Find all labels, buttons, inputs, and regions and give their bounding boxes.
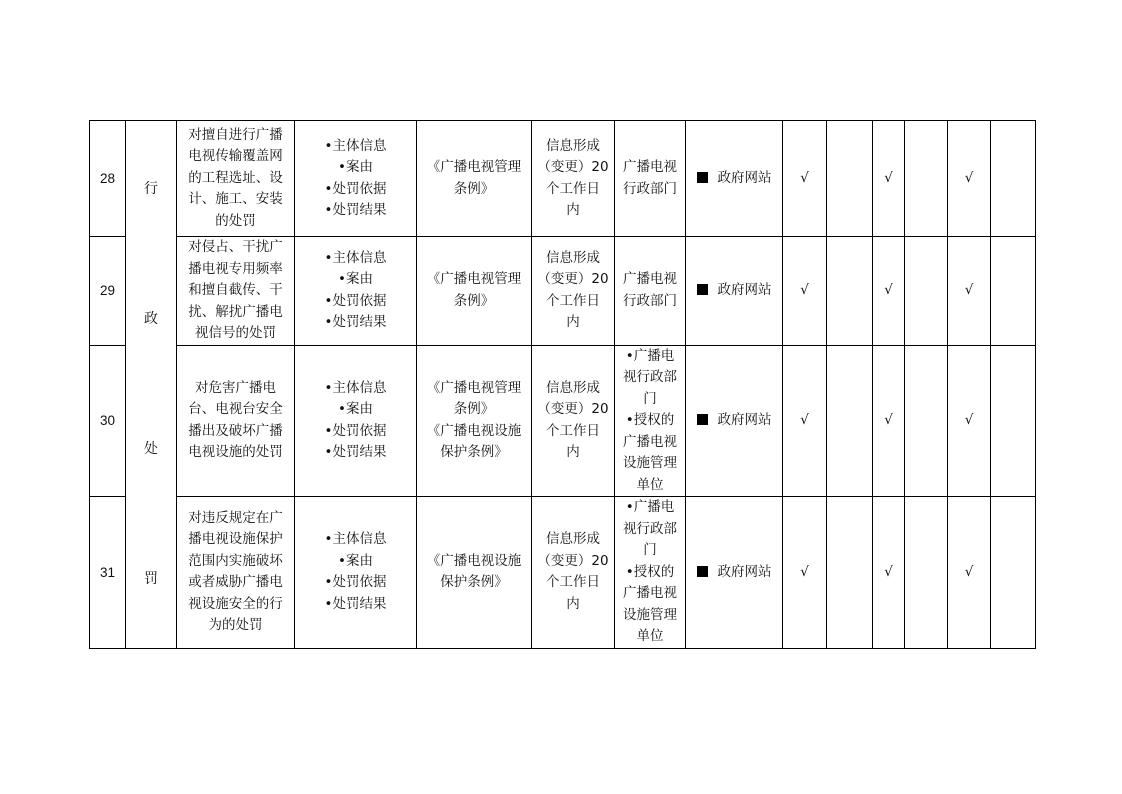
content-item: •主体信息 bbox=[324, 249, 387, 266]
table-row bbox=[90, 237, 1036, 346]
subject-cell bbox=[615, 497, 686, 649]
subject-line: 门 bbox=[643, 390, 657, 407]
check-cell: √ bbox=[783, 237, 827, 346]
time-line: 内 bbox=[566, 444, 580, 461]
subject-line: 单位 bbox=[636, 476, 664, 493]
item-name-cell bbox=[177, 345, 295, 497]
check-cell bbox=[905, 345, 948, 497]
content-item: •案由 bbox=[338, 552, 373, 569]
check-cell bbox=[991, 237, 1036, 346]
basis-line: 《广播电视管理 bbox=[426, 379, 522, 396]
check-cell bbox=[827, 497, 873, 649]
time-line: 个工作日 bbox=[546, 574, 600, 591]
item-name-line: 电视设施的处罚 bbox=[188, 444, 283, 461]
time-limit-cell bbox=[532, 497, 615, 649]
item-name-line: 的处罚 bbox=[215, 212, 256, 229]
item-name-line: 或者威胁广播电 bbox=[188, 574, 283, 591]
check-cell: √ bbox=[873, 345, 905, 497]
content-item: •主体信息 bbox=[324, 531, 387, 548]
channel-text: 政府网站 bbox=[717, 563, 772, 580]
filled-square-icon bbox=[697, 414, 708, 425]
content-item: •处罚依据 bbox=[324, 574, 387, 591]
row-number: 30 bbox=[90, 345, 126, 497]
item-name-line: 和擅自截传、干 bbox=[188, 282, 283, 298]
row-number: 31 bbox=[90, 497, 126, 649]
channel-text: 政府网站 bbox=[717, 412, 772, 428]
channel-text: 政府网站 bbox=[717, 169, 772, 186]
item-name-line: 的工程选址、设 bbox=[188, 169, 283, 186]
time-line: 内 bbox=[566, 202, 580, 218]
subject-cell bbox=[615, 237, 686, 346]
basis-line: 保护条例》 bbox=[440, 574, 508, 591]
content-cell bbox=[295, 345, 417, 497]
basis-cell bbox=[417, 237, 532, 346]
subject-line: 设施管理 bbox=[623, 455, 677, 471]
category-char: 行 bbox=[144, 180, 158, 197]
basis-cell bbox=[417, 121, 532, 237]
time-line: 个工作日 bbox=[546, 422, 600, 439]
basis-line: 条例》 bbox=[453, 180, 495, 197]
table-row bbox=[90, 121, 1036, 237]
channel-cell bbox=[686, 497, 783, 649]
content-item: •处罚依据 bbox=[324, 422, 387, 439]
subject-line: 视行政部 bbox=[623, 520, 677, 537]
time-line: 信息形成 bbox=[546, 249, 600, 266]
content-item: •处罚结果 bbox=[324, 595, 387, 612]
item-name-line: 视信号的处罚 bbox=[195, 325, 276, 341]
time-line: （变更）20 bbox=[537, 552, 609, 569]
subject-line: 视行政部 bbox=[623, 369, 677, 385]
time-limit-cell bbox=[532, 121, 615, 237]
item-name-line: 对违反规定在广 bbox=[188, 509, 283, 526]
time-line: （变更）20 bbox=[537, 401, 609, 418]
category-char: 处 bbox=[144, 440, 158, 457]
check-cell: √ bbox=[873, 237, 905, 346]
subject-line: •授权的 bbox=[625, 563, 675, 580]
basis-line: 保护条例》 bbox=[440, 444, 508, 461]
time-line: 内 bbox=[566, 314, 580, 331]
check-cell bbox=[827, 345, 873, 497]
basis-line: 条例》 bbox=[453, 292, 495, 309]
item-name-line: 扰、解扰广播电 bbox=[188, 303, 283, 320]
basis-cell bbox=[417, 345, 532, 497]
basis-line: 《广播电视设施 bbox=[426, 552, 522, 569]
channel-cell bbox=[686, 121, 783, 237]
content-item: •处罚结果 bbox=[324, 314, 387, 331]
filled-square-icon bbox=[697, 284, 708, 295]
content-item: •案由 bbox=[338, 159, 373, 175]
time-line: 个工作日 bbox=[546, 292, 600, 309]
item-name-line: 计、施工、安装 bbox=[188, 191, 283, 208]
time-line: 信息形成 bbox=[546, 137, 600, 154]
table-row bbox=[90, 497, 1036, 649]
subject-line: 单位 bbox=[636, 628, 664, 644]
check-cell: √ bbox=[783, 345, 827, 497]
filled-square-icon bbox=[697, 566, 708, 577]
check-cell: √ bbox=[948, 121, 991, 237]
channel-cell bbox=[686, 345, 783, 497]
content-item: •处罚结果 bbox=[324, 202, 387, 218]
check-cell bbox=[991, 345, 1036, 497]
content-cell bbox=[295, 237, 417, 346]
row-number: 29 bbox=[90, 237, 126, 346]
disclosure-table bbox=[89, 120, 1036, 649]
content-item: •案由 bbox=[338, 271, 373, 288]
content-item: •处罚结果 bbox=[324, 444, 387, 461]
basis-line: 《广播电视设施 bbox=[426, 422, 522, 439]
item-name-line: 播电视专用频率 bbox=[188, 260, 283, 277]
item-name-line: 对侵占、干扰广 bbox=[188, 239, 283, 255]
time-line: （变更）20 bbox=[537, 271, 609, 288]
basis-line: 条例》 bbox=[453, 401, 495, 418]
subject-line: •广播电 bbox=[625, 347, 675, 364]
category-cell bbox=[126, 121, 177, 649]
channel-cell bbox=[686, 237, 783, 346]
subject-line: 广播电视 bbox=[623, 271, 677, 288]
category-char: 政 bbox=[144, 310, 158, 327]
check-cell: √ bbox=[873, 121, 905, 237]
item-name-cell bbox=[177, 237, 295, 346]
subject-cell bbox=[615, 345, 686, 497]
subject-line: 门 bbox=[643, 542, 657, 558]
item-name-line: 范围内实施破坏 bbox=[188, 552, 283, 569]
table-row bbox=[90, 345, 1036, 497]
subject-line: 广播电视 bbox=[623, 433, 677, 450]
check-cell bbox=[991, 121, 1036, 237]
basis-cell bbox=[417, 497, 532, 649]
time-line: 信息形成 bbox=[546, 379, 600, 396]
time-line: 信息形成 bbox=[546, 531, 600, 548]
check-cell bbox=[905, 237, 948, 346]
time-line: 内 bbox=[566, 595, 580, 612]
check-cell: √ bbox=[873, 497, 905, 649]
item-name-line: 对擅自进行广播 bbox=[188, 126, 283, 143]
filled-square-icon bbox=[697, 172, 708, 183]
subject-line: 广播电视 bbox=[623, 159, 677, 175]
subject-line: 行政部门 bbox=[623, 180, 677, 197]
item-name-line: 播出及破坏广播 bbox=[188, 422, 283, 439]
content-cell bbox=[295, 121, 417, 237]
check-cell: √ bbox=[948, 237, 991, 346]
subject-line: •广播电 bbox=[625, 499, 675, 515]
item-name-line: 为的处罚 bbox=[208, 617, 263, 634]
item-name-line: 对危害广播电 bbox=[195, 379, 276, 396]
time-limit-cell bbox=[532, 237, 615, 346]
subject-cell bbox=[615, 121, 686, 237]
check-cell: √ bbox=[948, 345, 991, 497]
category-char: 罚 bbox=[144, 570, 158, 587]
time-limit-cell bbox=[532, 345, 615, 497]
channel-text: 政府网站 bbox=[717, 282, 772, 298]
check-cell bbox=[991, 497, 1036, 649]
content-item: •案由 bbox=[338, 401, 373, 418]
check-cell: √ bbox=[783, 121, 827, 237]
item-name-line: 电视传输覆盖网 bbox=[188, 148, 283, 165]
item-name-cell bbox=[177, 121, 295, 237]
content-cell bbox=[295, 497, 417, 649]
subject-line: 设施管理 bbox=[623, 606, 677, 623]
item-name-line: 视设施安全的行 bbox=[188, 595, 283, 612]
check-cell bbox=[827, 237, 873, 346]
basis-line: 《广播电视管理 bbox=[426, 159, 522, 175]
check-cell bbox=[905, 497, 948, 649]
subject-line: •授权的 bbox=[625, 412, 675, 428]
item-name-cell bbox=[177, 497, 295, 649]
time-line: 个工作日 bbox=[546, 180, 600, 197]
time-line: （变更）20 bbox=[537, 159, 609, 175]
item-name-line: 播电视设施保护 bbox=[188, 531, 283, 548]
basis-line: 《广播电视管理 bbox=[426, 271, 522, 288]
subject-line: 行政部门 bbox=[623, 292, 677, 309]
subject-line: 广播电视 bbox=[623, 585, 677, 601]
check-cell: √ bbox=[783, 497, 827, 649]
row-number: 28 bbox=[90, 121, 126, 237]
check-cell bbox=[905, 121, 948, 237]
content-item: •主体信息 bbox=[324, 379, 387, 396]
content-item: •处罚依据 bbox=[324, 292, 387, 309]
check-cell: √ bbox=[948, 497, 991, 649]
item-name-line: 台、电视台安全 bbox=[188, 401, 283, 418]
content-item: •主体信息 bbox=[324, 137, 387, 154]
check-cell bbox=[827, 121, 873, 237]
content-item: •处罚依据 bbox=[324, 180, 387, 197]
